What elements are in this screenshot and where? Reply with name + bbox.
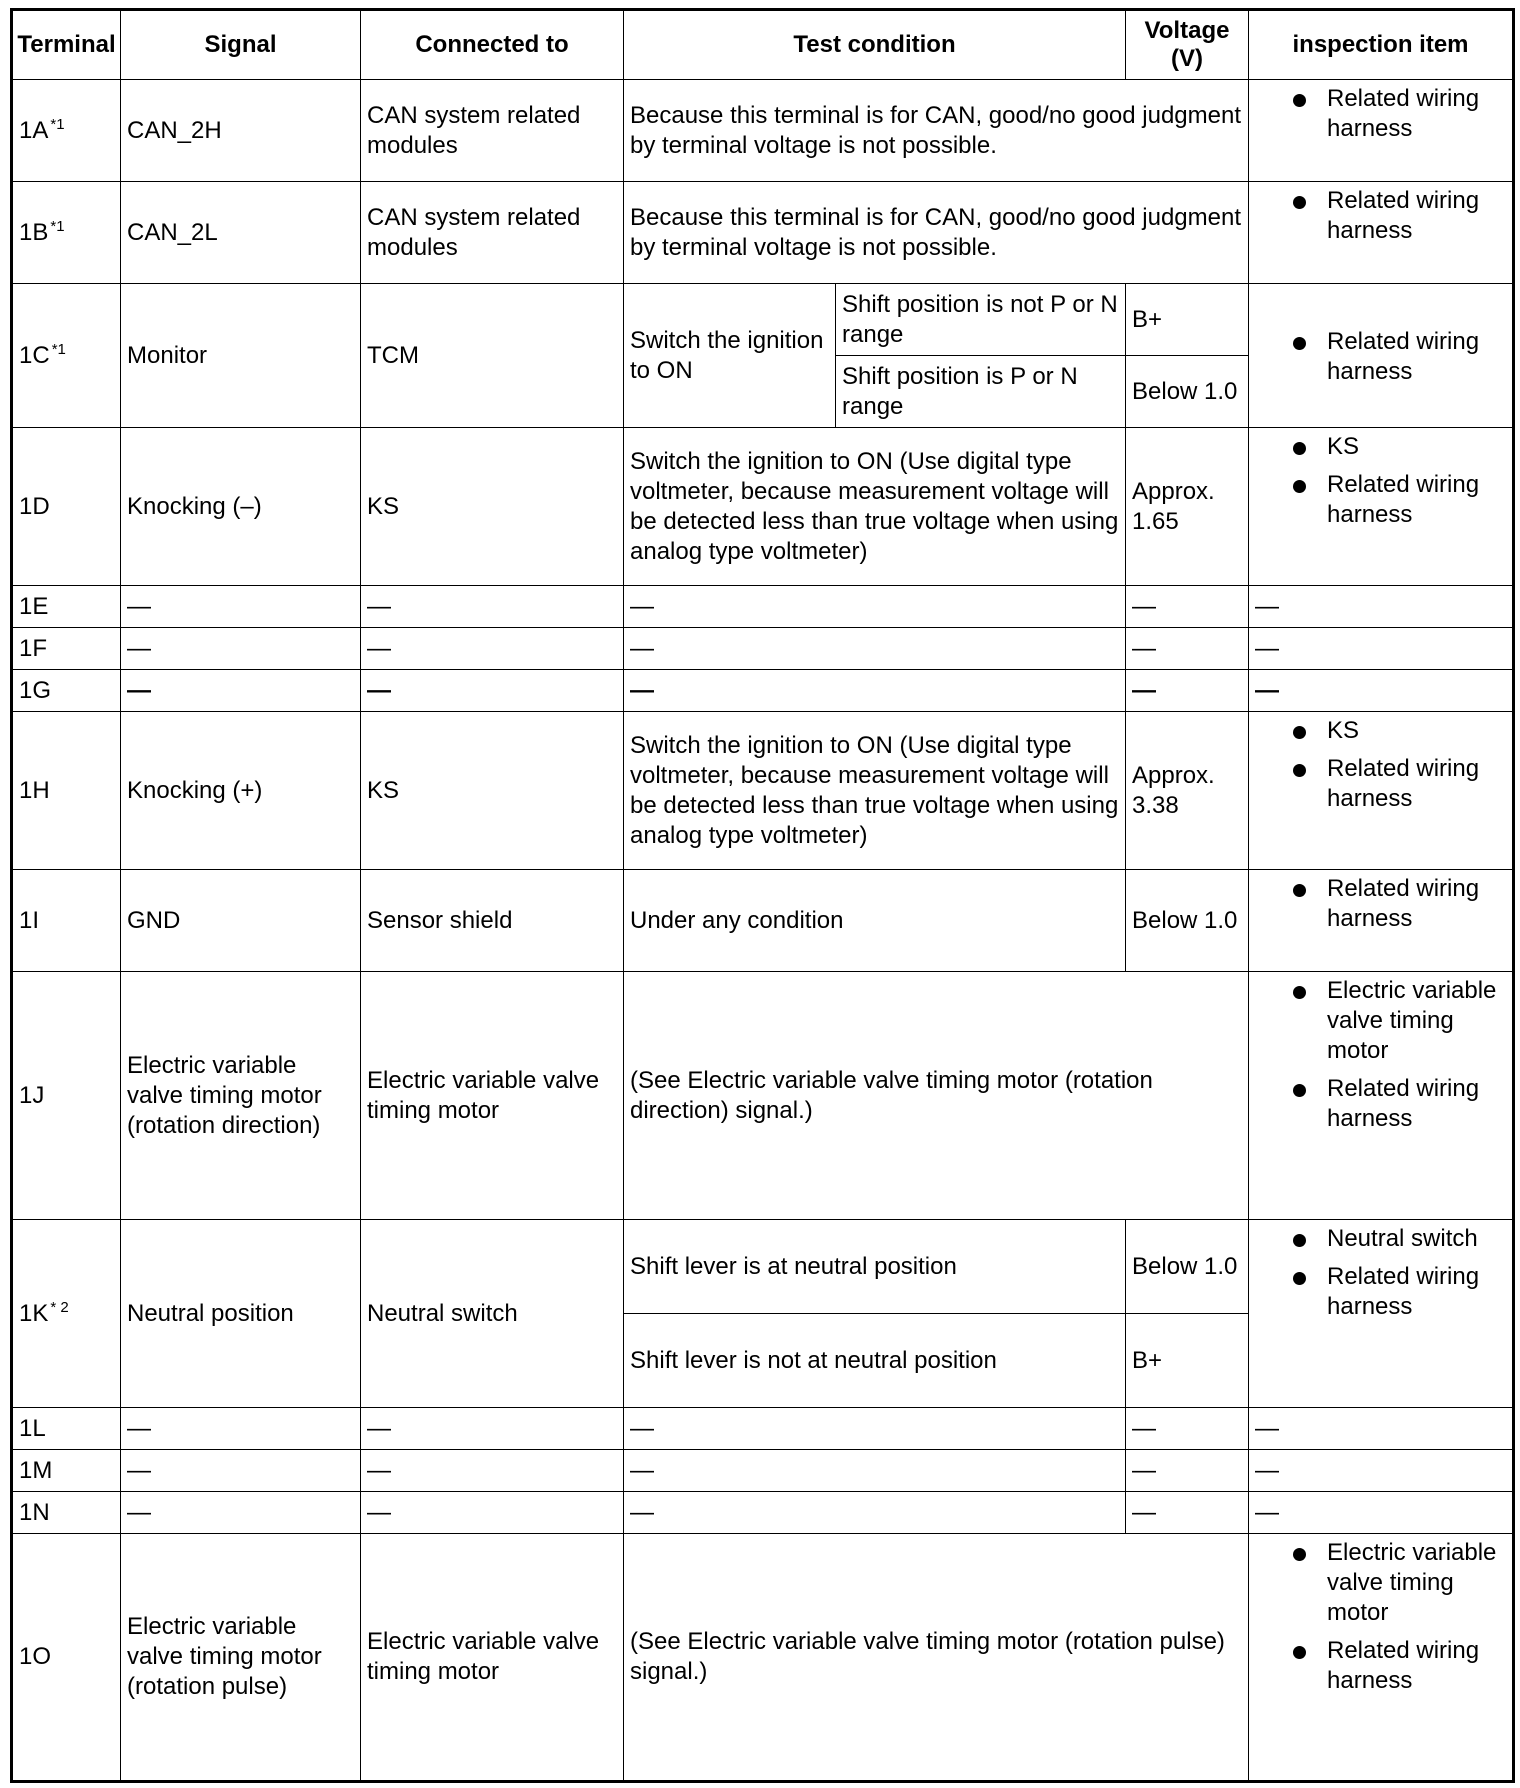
inspection-cell bbox=[1249, 428, 1514, 586]
terminal-cell: 1N bbox=[12, 1492, 121, 1534]
connected-cell: CAN system related modules bbox=[361, 80, 624, 182]
inspection-item: Electric variable valve timing motor bbox=[1255, 976, 1508, 1066]
terminal-label: 1K bbox=[19, 1299, 49, 1327]
connected-cell: — bbox=[361, 628, 624, 670]
table-row bbox=[12, 1450, 1514, 1492]
terminal-cell: 1M bbox=[12, 1450, 121, 1492]
inspection-item: Related wiring harness bbox=[1255, 874, 1508, 934]
footnote-mark: * 2 bbox=[50, 1298, 69, 1316]
table-row bbox=[12, 1408, 1514, 1450]
footnote-mark: *1 bbox=[50, 115, 65, 133]
voltage-cell: Approx. 3.38 bbox=[1126, 712, 1249, 870]
connected-cell: Neutral switch bbox=[361, 1220, 624, 1408]
table-row bbox=[12, 284, 1514, 356]
connected-cell: — bbox=[361, 1450, 624, 1492]
terminal-cell bbox=[12, 1220, 121, 1408]
terminal-cell: 1J bbox=[12, 972, 121, 1220]
signal-cell: Knocking (+) bbox=[121, 712, 361, 870]
condition-cell: — bbox=[624, 586, 1126, 628]
inspection-item: Electric variable valve timing motor bbox=[1255, 1538, 1508, 1628]
connected-cell: — bbox=[361, 586, 624, 628]
inspection-item: Related wiring harness bbox=[1255, 327, 1508, 387]
signal-cell: — bbox=[121, 670, 361, 712]
table-row bbox=[12, 712, 1514, 870]
terminal-cell: 1L bbox=[12, 1408, 121, 1450]
inspection-cell: — bbox=[1249, 1450, 1514, 1492]
voltage-cell: — bbox=[1126, 586, 1249, 628]
inspection-cell bbox=[1249, 1534, 1514, 1782]
sub-condition-cell: Shift position is P or N range bbox=[836, 356, 1126, 428]
inspection-item: KS bbox=[1255, 716, 1508, 746]
condition-cell: Because this terminal is for CAN, good/no good judgment by terminal voltage is not possible. bbox=[624, 80, 1249, 182]
terminal-label: 1C bbox=[19, 341, 50, 369]
connected-cell: KS bbox=[361, 712, 624, 870]
inspection-cell bbox=[1249, 972, 1514, 1220]
terminal-cell: 1F bbox=[12, 628, 121, 670]
inspection-cell bbox=[1249, 870, 1514, 972]
inspection-item: Related wiring harness bbox=[1255, 1636, 1508, 1696]
header-terminal: Terminal bbox=[12, 10, 121, 80]
footnote-mark: *1 bbox=[51, 340, 66, 358]
terminal-cell bbox=[12, 182, 121, 284]
inspection-cell: — bbox=[1249, 586, 1514, 628]
voltage-cell: — bbox=[1126, 628, 1249, 670]
voltage-cell: B+ bbox=[1126, 1314, 1249, 1408]
table-row bbox=[12, 1534, 1514, 1782]
voltage-cell: — bbox=[1126, 1408, 1249, 1450]
terminal-cell: 1G bbox=[12, 670, 121, 712]
sub-condition-cell: Shift lever is at neutral position bbox=[624, 1220, 1126, 1314]
condition-cell: Because this terminal is for CAN, good/no good judgment by terminal voltage is not possible. bbox=[624, 182, 1249, 284]
connected-cell: — bbox=[361, 1492, 624, 1534]
terminal-cell bbox=[12, 284, 121, 428]
terminal-cell: 1I bbox=[12, 870, 121, 972]
header-inspection-item: inspection item bbox=[1249, 10, 1514, 80]
voltage-cell: B+ bbox=[1126, 284, 1249, 356]
signal-cell: CAN_2H bbox=[121, 80, 361, 182]
table-row bbox=[12, 80, 1514, 182]
signal-cell: — bbox=[121, 586, 361, 628]
connected-cell: KS bbox=[361, 428, 624, 586]
table-row bbox=[12, 586, 1514, 628]
inspection-item: Related wiring harness bbox=[1255, 470, 1508, 530]
condition-cell: — bbox=[624, 670, 1126, 712]
sub-condition-cell: Shift position is not P or N range bbox=[836, 284, 1126, 356]
condition-cell: (See Electric variable valve timing motor (rotation direction) signal.) bbox=[624, 972, 1249, 1220]
inspection-cell bbox=[1249, 80, 1514, 182]
voltage-cell: Below 1.0 bbox=[1126, 1220, 1249, 1314]
terminal-table-container bbox=[10, 8, 1512, 1783]
terminal-cell: 1E bbox=[12, 586, 121, 628]
condition-cell: Under any condition bbox=[624, 870, 1126, 972]
header-test-condition: Test condition bbox=[624, 10, 1126, 80]
terminal-cell: 1O bbox=[12, 1534, 121, 1782]
table-row bbox=[12, 182, 1514, 284]
signal-cell: GND bbox=[121, 870, 361, 972]
inspection-item: Related wiring harness bbox=[1255, 1262, 1508, 1322]
table-row bbox=[12, 1492, 1514, 1534]
signal-cell: — bbox=[121, 1450, 361, 1492]
connected-cell: Sensor shield bbox=[361, 870, 624, 972]
voltage-cell: — bbox=[1126, 670, 1249, 712]
header-voltage: Voltage (V) bbox=[1126, 10, 1249, 80]
table-row bbox=[12, 1220, 1514, 1314]
condition-cell: — bbox=[624, 1450, 1126, 1492]
signal-cell: — bbox=[121, 1408, 361, 1450]
table-row bbox=[12, 870, 1514, 972]
connected-cell: — bbox=[361, 1408, 624, 1450]
inspection-item: Related wiring harness bbox=[1255, 1074, 1508, 1134]
signal-cell: Monitor bbox=[121, 284, 361, 428]
inspection-item: Related wiring harness bbox=[1255, 186, 1508, 246]
signal-cell: Neutral position bbox=[121, 1220, 361, 1408]
table-row bbox=[12, 428, 1514, 586]
inspection-item: Neutral switch bbox=[1255, 1224, 1508, 1254]
terminal-label: 1A bbox=[19, 116, 49, 144]
signal-cell: Electric variable valve timing motor (rotation pulse) bbox=[121, 1534, 361, 1782]
inspection-item: KS bbox=[1255, 432, 1508, 462]
signal-cell: CAN_2L bbox=[121, 182, 361, 284]
connected-cell: — bbox=[361, 670, 624, 712]
signal-cell: — bbox=[121, 1492, 361, 1534]
inspection-cell: — bbox=[1249, 628, 1514, 670]
signal-cell: — bbox=[121, 628, 361, 670]
condition-cell: (See Electric variable valve timing motor (rotation pulse) signal.) bbox=[624, 1534, 1249, 1782]
connected-cell: Electric variable valve timing motor bbox=[361, 972, 624, 1220]
signal-cell: Electric variable valve timing motor (rotation direction) bbox=[121, 972, 361, 1220]
voltage-cell: — bbox=[1126, 1450, 1249, 1492]
footnote-mark: *1 bbox=[50, 217, 65, 235]
header-signal: Signal bbox=[121, 10, 361, 80]
inspection-cell: — bbox=[1249, 670, 1514, 712]
terminal-label: 1B bbox=[19, 218, 49, 246]
connected-cell: Electric variable valve timing motor bbox=[361, 1534, 624, 1782]
header-connected-to: Connected to bbox=[361, 10, 624, 80]
sub-condition-cell: Shift lever is not at neutral position bbox=[624, 1314, 1126, 1408]
inspection-cell bbox=[1249, 1220, 1514, 1408]
table-row bbox=[12, 628, 1514, 670]
header-row bbox=[12, 10, 1514, 80]
condition-cell: Switch the ignition to ON bbox=[624, 284, 836, 428]
condition-cell: Switch the ignition to ON (Use digital type voltmeter, because measurement voltage will be detected less than true voltage when using analog type voltmeter) bbox=[624, 712, 1126, 870]
table-row bbox=[12, 670, 1514, 712]
connected-cell: CAN system related modules bbox=[361, 182, 624, 284]
inspection-cell bbox=[1249, 284, 1514, 428]
condition-cell: — bbox=[624, 1408, 1126, 1450]
terminal-cell: 1H bbox=[12, 712, 121, 870]
terminal-cell: 1D bbox=[12, 428, 121, 586]
terminal-cell bbox=[12, 80, 121, 182]
terminal-table bbox=[10, 8, 1515, 1783]
inspection-cell bbox=[1249, 182, 1514, 284]
inspection-item: Related wiring harness bbox=[1255, 754, 1508, 814]
inspection-cell bbox=[1249, 712, 1514, 870]
condition-cell: — bbox=[624, 1492, 1126, 1534]
voltage-cell: Below 1.0 bbox=[1126, 356, 1249, 428]
condition-cell: Switch the ignition to ON (Use digital type voltmeter, because measurement voltage will be detected less than true voltage when using analog type voltmeter) bbox=[624, 428, 1126, 586]
inspection-cell: — bbox=[1249, 1492, 1514, 1534]
connected-cell: TCM bbox=[361, 284, 624, 428]
inspection-item: Related wiring harness bbox=[1255, 84, 1508, 144]
signal-cell: Knocking (–) bbox=[121, 428, 361, 586]
condition-cell: — bbox=[624, 628, 1126, 670]
voltage-cell: Below 1.0 bbox=[1126, 870, 1249, 972]
voltage-cell: — bbox=[1126, 1492, 1249, 1534]
table-row bbox=[12, 972, 1514, 1220]
voltage-cell: Approx. 1.65 bbox=[1126, 428, 1249, 586]
inspection-cell: — bbox=[1249, 1408, 1514, 1450]
